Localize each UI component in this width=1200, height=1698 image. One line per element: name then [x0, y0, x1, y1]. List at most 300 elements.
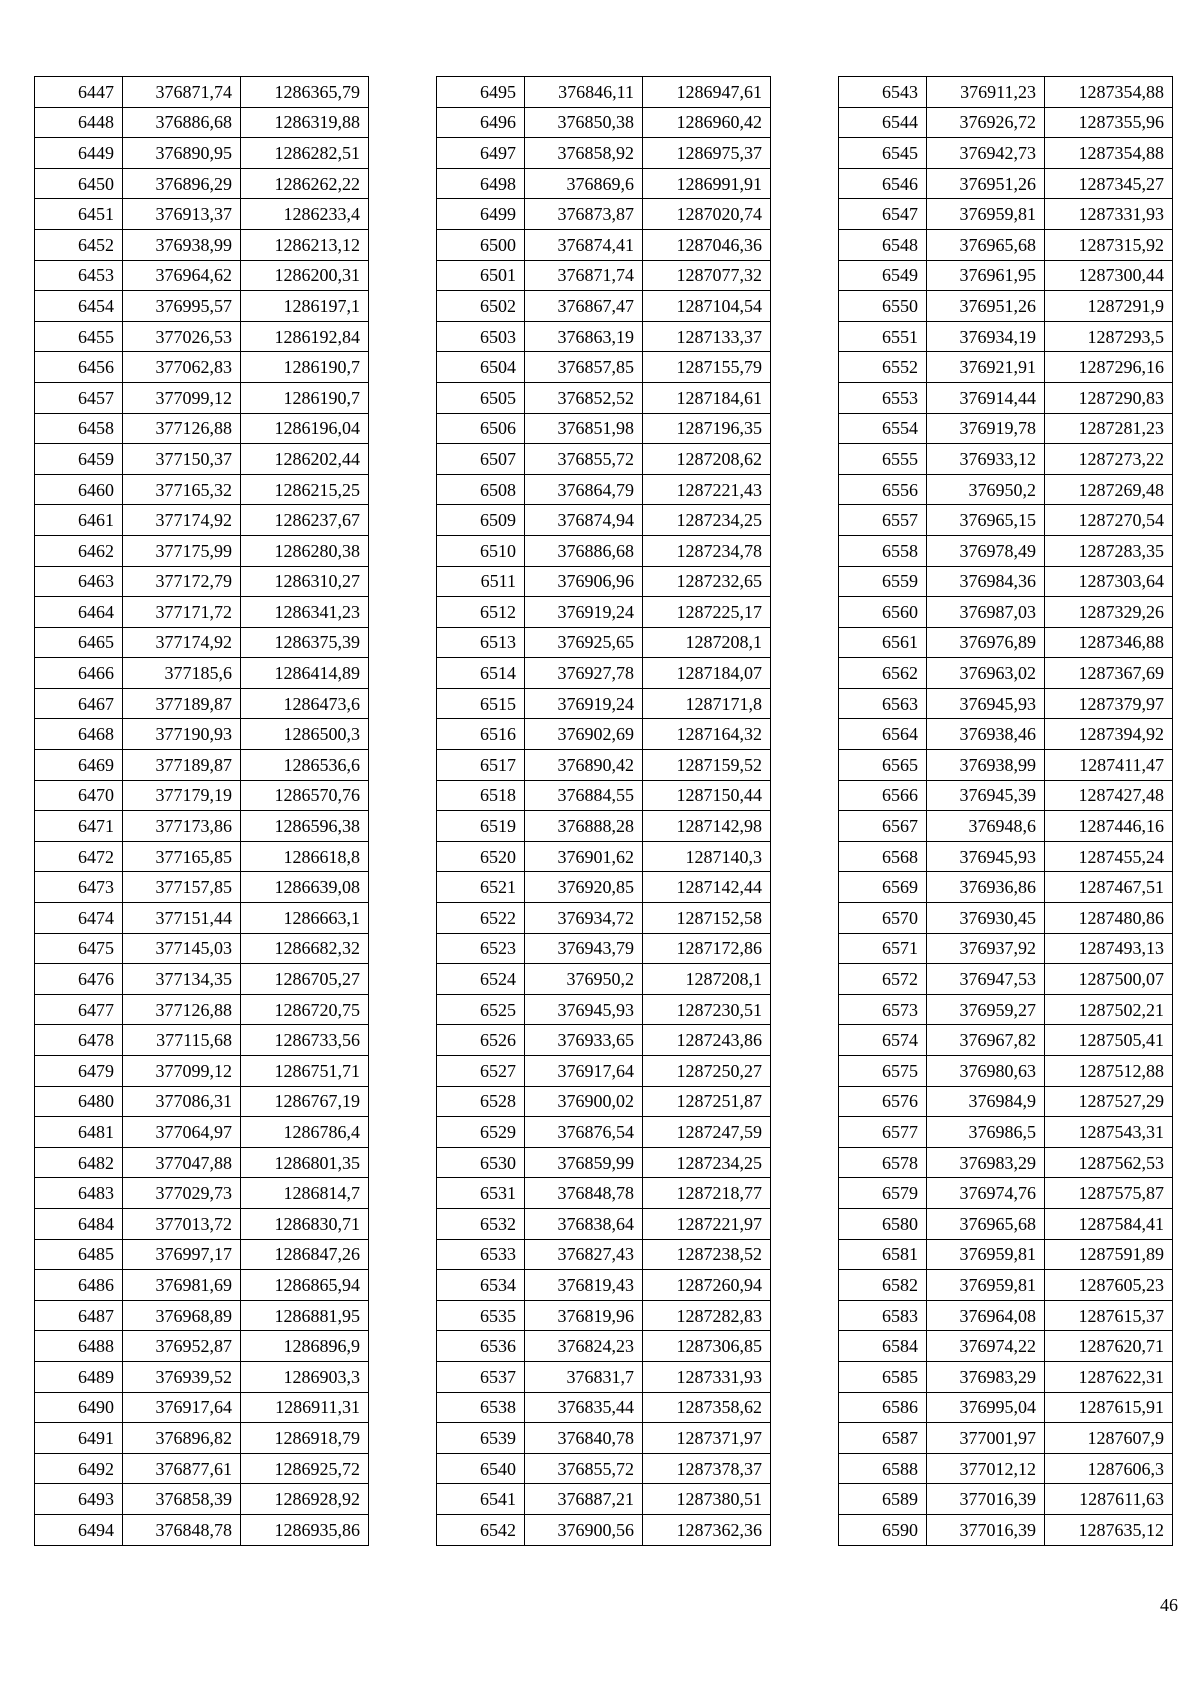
point-number-cell: 6509 [437, 505, 525, 536]
y-coordinate-cell: 1286975,37 [643, 138, 771, 169]
y-coordinate-cell: 1286233,4 [241, 199, 369, 230]
x-coordinate-cell: 376930,45 [927, 903, 1045, 934]
table-row [839, 321, 1173, 352]
y-coordinate-cell: 1287591,89 [1045, 1239, 1173, 1270]
y-coordinate-cell: 1287615,37 [1045, 1300, 1173, 1331]
x-coordinate-cell: 376902,69 [525, 719, 643, 750]
y-coordinate-cell: 1287196,35 [643, 413, 771, 444]
x-coordinate-cell: 377171,72 [123, 597, 241, 628]
point-number-cell: 6561 [839, 627, 927, 658]
table-row [839, 811, 1173, 842]
x-coordinate-cell: 376933,12 [927, 444, 1045, 475]
point-number-cell: 6473 [35, 872, 123, 903]
x-coordinate-cell: 376824,23 [525, 1331, 643, 1362]
point-number-cell: 6489 [35, 1361, 123, 1392]
point-number-cell: 6583 [839, 1300, 927, 1331]
x-coordinate-cell: 377001,97 [927, 1423, 1045, 1454]
point-number-cell: 6579 [839, 1178, 927, 1209]
table-row [437, 199, 771, 230]
point-number-cell: 6511 [437, 566, 525, 597]
point-number-cell: 6559 [839, 566, 927, 597]
y-coordinate-cell: 1287208,1 [643, 964, 771, 995]
y-coordinate-cell: 1287296,16 [1045, 352, 1173, 383]
y-coordinate-cell: 1286213,12 [241, 229, 369, 260]
x-coordinate-cell: 376963,02 [927, 658, 1045, 689]
point-number-cell: 6555 [839, 444, 927, 475]
x-coordinate-cell: 376997,17 [123, 1239, 241, 1270]
point-number-cell: 6492 [35, 1453, 123, 1484]
x-coordinate-cell: 376965,68 [927, 1208, 1045, 1239]
point-number-cell: 6543 [839, 77, 927, 108]
x-coordinate-cell: 376852,52 [525, 382, 643, 413]
y-coordinate-cell: 1286903,3 [241, 1361, 369, 1392]
x-coordinate-cell: 376951,26 [927, 291, 1045, 322]
y-coordinate-cell: 1287584,41 [1045, 1208, 1173, 1239]
table-row [437, 352, 771, 383]
x-coordinate-cell: 376965,68 [927, 229, 1045, 260]
table-row [839, 1117, 1173, 1148]
point-number-cell: 6522 [437, 903, 525, 934]
table-row [437, 1056, 771, 1087]
x-coordinate-cell: 376947,53 [927, 964, 1045, 995]
x-coordinate-cell: 376980,63 [927, 1056, 1045, 1087]
table-row [35, 597, 369, 628]
y-coordinate-cell: 1286365,79 [241, 77, 369, 108]
table-row [437, 627, 771, 658]
point-number-cell: 6531 [437, 1178, 525, 1209]
point-number-cell: 6453 [35, 260, 123, 291]
table-row [437, 1484, 771, 1515]
x-coordinate-cell: 376840,78 [525, 1423, 643, 1454]
x-coordinate-cell: 376913,37 [123, 199, 241, 230]
table-row [437, 535, 771, 566]
table-row [35, 1178, 369, 1209]
y-coordinate-cell: 1287606,3 [1045, 1453, 1173, 1484]
y-coordinate-cell: 1287251,87 [643, 1086, 771, 1117]
point-number-cell: 6545 [839, 138, 927, 169]
x-coordinate-cell: 376965,15 [927, 505, 1045, 536]
point-number-cell: 6576 [839, 1086, 927, 1117]
y-coordinate-cell: 1287371,97 [643, 1423, 771, 1454]
table-row [437, 994, 771, 1025]
y-coordinate-cell: 1287467,51 [1045, 872, 1173, 903]
table-row [437, 1514, 771, 1545]
table-row [839, 199, 1173, 230]
point-number-cell: 6560 [839, 597, 927, 628]
y-coordinate-cell: 1286500,3 [241, 719, 369, 750]
table-row [437, 841, 771, 872]
point-number-cell: 6527 [437, 1056, 525, 1087]
point-number-cell: 6469 [35, 750, 123, 781]
table-row [35, 627, 369, 658]
point-number-cell: 6562 [839, 658, 927, 689]
x-coordinate-cell: 377013,72 [123, 1208, 241, 1239]
x-coordinate-cell: 376939,52 [123, 1361, 241, 1392]
y-coordinate-cell: 1287046,36 [643, 229, 771, 260]
y-coordinate-cell: 1287282,83 [643, 1300, 771, 1331]
y-coordinate-cell: 1287077,32 [643, 260, 771, 291]
y-coordinate-cell: 1286896,9 [241, 1331, 369, 1362]
point-number-cell: 6568 [839, 841, 927, 872]
y-coordinate-cell: 1287221,43 [643, 474, 771, 505]
point-number-cell: 6575 [839, 1056, 927, 1087]
table-row [35, 1392, 369, 1423]
point-number-cell: 6566 [839, 780, 927, 811]
y-coordinate-cell: 1287622,31 [1045, 1361, 1173, 1392]
x-coordinate-cell: 376945,93 [525, 994, 643, 1025]
y-coordinate-cell: 1287230,51 [643, 994, 771, 1025]
y-coordinate-cell: 1287512,88 [1045, 1056, 1173, 1087]
x-coordinate-cell: 376819,43 [525, 1270, 643, 1301]
x-coordinate-cell: 376945,39 [927, 780, 1045, 811]
point-number-cell: 6475 [35, 933, 123, 964]
x-coordinate-cell: 376978,49 [927, 535, 1045, 566]
table-row [35, 1270, 369, 1301]
point-number-cell: 6500 [437, 229, 525, 260]
point-number-cell: 6494 [35, 1514, 123, 1545]
point-number-cell: 6519 [437, 811, 525, 842]
table-row [839, 841, 1173, 872]
y-coordinate-cell: 1286720,75 [241, 994, 369, 1025]
y-coordinate-cell: 1287346,88 [1045, 627, 1173, 658]
point-number-cell: 6572 [839, 964, 927, 995]
point-number-cell: 6460 [35, 474, 123, 505]
y-coordinate-cell: 1287455,24 [1045, 841, 1173, 872]
y-coordinate-cell: 1287331,93 [1045, 199, 1173, 230]
table-row [35, 1331, 369, 1362]
table-row [839, 413, 1173, 444]
point-number-cell: 6454 [35, 291, 123, 322]
point-number-cell: 6504 [437, 352, 525, 383]
y-coordinate-cell: 1287502,21 [1045, 994, 1173, 1025]
point-number-cell: 6552 [839, 352, 927, 383]
point-number-cell: 6507 [437, 444, 525, 475]
x-coordinate-cell: 376938,99 [927, 750, 1045, 781]
x-coordinate-cell: 376948,6 [927, 811, 1045, 842]
point-number-cell: 6461 [35, 505, 123, 536]
point-number-cell: 6485 [35, 1239, 123, 1270]
point-number-cell: 6468 [35, 719, 123, 750]
point-number-cell: 6487 [35, 1300, 123, 1331]
table-row [35, 1453, 369, 1484]
table-row [35, 413, 369, 444]
x-coordinate-cell: 376937,92 [927, 933, 1045, 964]
table-row [839, 535, 1173, 566]
x-coordinate-cell: 376890,95 [123, 138, 241, 169]
point-number-cell: 6538 [437, 1392, 525, 1423]
x-coordinate-cell: 376877,61 [123, 1453, 241, 1484]
x-coordinate-cell: 376863,19 [525, 321, 643, 352]
point-number-cell: 6588 [839, 1453, 927, 1484]
y-coordinate-cell: 1286536,6 [241, 750, 369, 781]
x-coordinate-cell: 376964,62 [123, 260, 241, 291]
point-number-cell: 6526 [437, 1025, 525, 1056]
x-coordinate-cell: 376927,78 [525, 658, 643, 689]
y-coordinate-cell: 1287379,97 [1045, 688, 1173, 719]
x-coordinate-cell: 377145,03 [123, 933, 241, 964]
x-coordinate-cell: 376855,72 [525, 444, 643, 475]
point-number-cell: 6535 [437, 1300, 525, 1331]
point-number-cell: 6518 [437, 780, 525, 811]
table-row [839, 505, 1173, 536]
point-number-cell: 6580 [839, 1208, 927, 1239]
x-coordinate-cell: 376983,29 [927, 1361, 1045, 1392]
table-row [35, 1423, 369, 1454]
y-coordinate-cell: 1286865,94 [241, 1270, 369, 1301]
y-coordinate-cell: 1287354,88 [1045, 77, 1173, 108]
x-coordinate-cell: 376890,42 [525, 750, 643, 781]
y-coordinate-cell: 1287152,58 [643, 903, 771, 934]
point-number-cell: 6533 [437, 1239, 525, 1270]
y-coordinate-cell: 1286960,42 [643, 107, 771, 138]
table-row [839, 291, 1173, 322]
y-coordinate-cell: 1287411,47 [1045, 750, 1173, 781]
y-coordinate-cell: 1286310,27 [241, 566, 369, 597]
table-row [35, 260, 369, 291]
y-coordinate-cell: 1286918,79 [241, 1423, 369, 1454]
x-coordinate-cell: 376906,96 [525, 566, 643, 597]
x-coordinate-cell: 377126,88 [123, 994, 241, 1025]
x-coordinate-cell: 377126,88 [123, 413, 241, 444]
y-coordinate-cell: 1287607,9 [1045, 1423, 1173, 1454]
x-coordinate-cell: 376917,64 [123, 1392, 241, 1423]
point-number-cell: 6548 [839, 229, 927, 260]
point-number-cell: 6462 [35, 535, 123, 566]
table-row [35, 566, 369, 597]
table-row [437, 964, 771, 995]
y-coordinate-cell: 1287142,44 [643, 872, 771, 903]
table-row [437, 658, 771, 689]
y-coordinate-cell: 1286639,08 [241, 872, 369, 903]
y-coordinate-cell: 1287164,32 [643, 719, 771, 750]
table-row [35, 352, 369, 383]
x-coordinate-cell: 376835,44 [525, 1392, 643, 1423]
x-coordinate-cell: 376871,74 [525, 260, 643, 291]
point-number-cell: 6455 [35, 321, 123, 352]
point-number-cell: 6587 [839, 1423, 927, 1454]
point-number-cell: 6554 [839, 413, 927, 444]
x-coordinate-cell: 376952,87 [123, 1331, 241, 1362]
y-coordinate-cell: 1286801,35 [241, 1147, 369, 1178]
table-row [839, 1239, 1173, 1270]
x-coordinate-cell: 377174,92 [123, 627, 241, 658]
x-coordinate-cell: 376876,54 [525, 1117, 643, 1148]
y-coordinate-cell: 1286237,67 [241, 505, 369, 536]
y-coordinate-cell: 1287380,51 [643, 1484, 771, 1515]
y-coordinate-cell: 1287329,26 [1045, 597, 1173, 628]
point-number-cell: 6570 [839, 903, 927, 934]
table-row [437, 1239, 771, 1270]
y-coordinate-cell: 1287234,25 [643, 505, 771, 536]
point-number-cell: 6534 [437, 1270, 525, 1301]
y-coordinate-cell: 1286262,22 [241, 168, 369, 199]
table-row [437, 229, 771, 260]
table-row [839, 138, 1173, 169]
point-number-cell: 6477 [35, 994, 123, 1025]
table-row [437, 1300, 771, 1331]
x-coordinate-cell: 377150,37 [123, 444, 241, 475]
y-coordinate-cell: 1286196,04 [241, 413, 369, 444]
y-coordinate-cell: 1287615,91 [1045, 1392, 1173, 1423]
point-number-cell: 6516 [437, 719, 525, 750]
x-coordinate-cell: 377151,44 [123, 903, 241, 934]
table-row [35, 77, 369, 108]
table-row [437, 1117, 771, 1148]
table-row [35, 1239, 369, 1270]
y-coordinate-cell: 1286705,27 [241, 964, 369, 995]
x-coordinate-cell: 376871,74 [123, 77, 241, 108]
point-number-cell: 6486 [35, 1270, 123, 1301]
point-number-cell: 6459 [35, 444, 123, 475]
table-row [35, 138, 369, 169]
point-number-cell: 6465 [35, 627, 123, 658]
table-row [437, 1453, 771, 1484]
x-coordinate-cell: 376858,39 [123, 1484, 241, 1515]
y-coordinate-cell: 1286282,51 [241, 138, 369, 169]
table-row [839, 107, 1173, 138]
x-coordinate-cell: 376919,78 [927, 413, 1045, 444]
table-row [839, 352, 1173, 383]
table-row [839, 1392, 1173, 1423]
x-coordinate-cell: 376934,19 [927, 321, 1045, 352]
x-coordinate-cell: 376967,82 [927, 1025, 1045, 1056]
y-coordinate-cell: 1287155,79 [643, 352, 771, 383]
table-row [35, 505, 369, 536]
table-row [35, 1300, 369, 1331]
table-row [839, 566, 1173, 597]
point-number-cell: 6514 [437, 658, 525, 689]
point-number-cell: 6520 [437, 841, 525, 872]
x-coordinate-cell: 376983,29 [927, 1147, 1045, 1178]
table-row [839, 1178, 1173, 1209]
table-row [839, 1147, 1173, 1178]
table-row [35, 811, 369, 842]
point-number-cell: 6550 [839, 291, 927, 322]
table-row [839, 168, 1173, 199]
table-row [35, 658, 369, 689]
table-row [35, 474, 369, 505]
y-coordinate-cell: 1286911,31 [241, 1392, 369, 1423]
x-coordinate-cell: 376888,28 [525, 811, 643, 842]
point-number-cell: 6582 [839, 1270, 927, 1301]
point-number-cell: 6506 [437, 413, 525, 444]
y-coordinate-cell: 1287500,07 [1045, 964, 1173, 995]
y-coordinate-cell: 1286215,25 [241, 474, 369, 505]
y-coordinate-cell: 1287225,17 [643, 597, 771, 628]
table-row [35, 1117, 369, 1148]
point-number-cell: 6450 [35, 168, 123, 199]
point-number-cell: 6512 [437, 597, 525, 628]
x-coordinate-cell: 376859,99 [525, 1147, 643, 1178]
point-number-cell: 6590 [839, 1514, 927, 1545]
point-number-cell: 6558 [839, 535, 927, 566]
point-number-cell: 6466 [35, 658, 123, 689]
table-row [839, 1423, 1173, 1454]
coordinate-table-1 [34, 76, 369, 1546]
point-number-cell: 6458 [35, 413, 123, 444]
y-coordinate-cell: 1287367,69 [1045, 658, 1173, 689]
point-number-cell: 6556 [839, 474, 927, 505]
x-coordinate-cell: 376950,2 [525, 964, 643, 995]
point-number-cell: 6537 [437, 1361, 525, 1392]
table-row [437, 1086, 771, 1117]
point-number-cell: 6474 [35, 903, 123, 934]
y-coordinate-cell: 1287480,86 [1045, 903, 1173, 934]
table-row [35, 107, 369, 138]
table-row [437, 413, 771, 444]
table-row [839, 933, 1173, 964]
point-number-cell: 6497 [437, 138, 525, 169]
table-row [839, 77, 1173, 108]
point-number-cell: 6472 [35, 841, 123, 872]
table-row [437, 719, 771, 750]
x-coordinate-cell: 376987,03 [927, 597, 1045, 628]
y-coordinate-cell: 1287306,85 [643, 1331, 771, 1362]
x-coordinate-cell: 376848,78 [525, 1178, 643, 1209]
x-coordinate-cell: 376938,99 [123, 229, 241, 260]
y-coordinate-cell: 1287208,1 [643, 627, 771, 658]
y-coordinate-cell: 1286733,56 [241, 1025, 369, 1056]
table-row [437, 780, 771, 811]
point-number-cell: 6573 [839, 994, 927, 1025]
x-coordinate-cell: 376846,11 [525, 77, 643, 108]
x-coordinate-cell: 377016,39 [927, 1484, 1045, 1515]
y-coordinate-cell: 1286192,84 [241, 321, 369, 352]
table-row [437, 1025, 771, 1056]
y-coordinate-cell: 1287345,27 [1045, 168, 1173, 199]
table-row [437, 750, 771, 781]
y-coordinate-cell: 1286786,4 [241, 1117, 369, 1148]
x-coordinate-cell: 377099,12 [123, 1056, 241, 1087]
table-row [437, 1208, 771, 1239]
point-number-cell: 6503 [437, 321, 525, 352]
table-row [839, 229, 1173, 260]
page-number: 46 [1160, 1595, 1178, 1615]
point-number-cell: 6529 [437, 1117, 525, 1148]
point-number-cell: 6480 [35, 1086, 123, 1117]
table-row [35, 719, 369, 750]
point-number-cell: 6563 [839, 688, 927, 719]
x-coordinate-cell: 376984,36 [927, 566, 1045, 597]
y-coordinate-cell: 1287446,16 [1045, 811, 1173, 842]
table-row [839, 597, 1173, 628]
point-number-cell: 6491 [35, 1423, 123, 1454]
table-row [839, 1453, 1173, 1484]
table-row [437, 138, 771, 169]
point-number-cell: 6479 [35, 1056, 123, 1087]
y-coordinate-cell: 1286197,1 [241, 291, 369, 322]
x-coordinate-cell: 377026,53 [123, 321, 241, 352]
y-coordinate-cell: 1287208,62 [643, 444, 771, 475]
table-row [839, 1514, 1173, 1545]
x-coordinate-cell: 376827,43 [525, 1239, 643, 1270]
table-row [839, 872, 1173, 903]
table-row [437, 474, 771, 505]
y-coordinate-cell: 1286847,26 [241, 1239, 369, 1270]
x-coordinate-cell: 377134,35 [123, 964, 241, 995]
y-coordinate-cell: 1286830,71 [241, 1208, 369, 1239]
y-coordinate-cell: 1287354,88 [1045, 138, 1173, 169]
table-row [35, 1484, 369, 1515]
y-coordinate-cell: 1287290,83 [1045, 382, 1173, 413]
table-row [839, 1484, 1173, 1515]
point-number-cell: 6452 [35, 229, 123, 260]
y-coordinate-cell: 1286570,76 [241, 780, 369, 811]
y-coordinate-cell: 1287355,96 [1045, 107, 1173, 138]
x-coordinate-cell: 377062,83 [123, 352, 241, 383]
table-row [437, 1331, 771, 1362]
y-coordinate-cell: 1287562,53 [1045, 1147, 1173, 1178]
